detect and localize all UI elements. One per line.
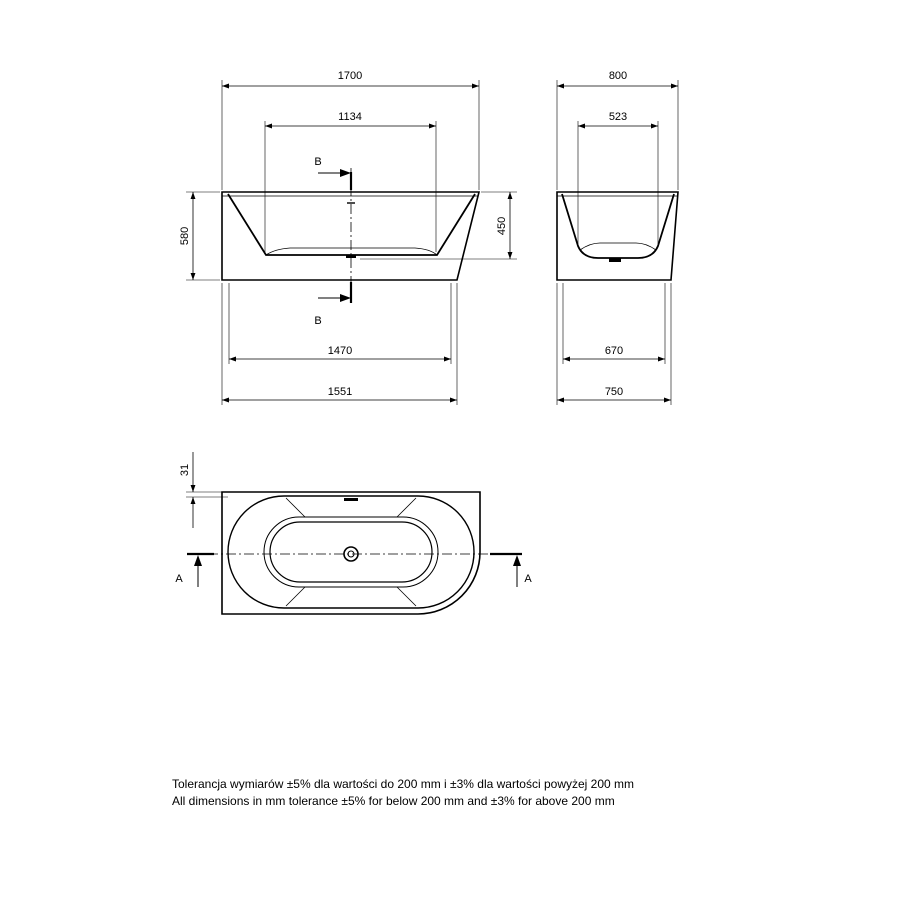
- dim-800-label: 800: [608, 70, 628, 82]
- section-label-a-left: A: [175, 573, 183, 585]
- plan-bowl-bottom: [270, 522, 432, 582]
- side-view: [557, 70, 678, 405]
- section-marker-b-top: [314, 156, 351, 190]
- side-basin: [562, 194, 674, 258]
- dim-1134-label: 1134: [338, 111, 362, 123]
- plan-bowl-slope: [264, 517, 438, 587]
- dim-1700-label: 1700: [337, 70, 363, 82]
- plan-bowl-rim: [228, 496, 474, 608]
- front-tub-outline: [222, 192, 479, 280]
- section-marker-a-right: [490, 554, 532, 587]
- side-drain: [609, 258, 621, 262]
- plan-outline: [222, 492, 480, 614]
- dim-1551-label: 1551: [327, 386, 353, 398]
- dim-31-label: 31: [179, 463, 191, 477]
- section-label-b-bottom: B: [314, 315, 322, 327]
- front-drain: [346, 255, 356, 258]
- dim-670-label: 670: [604, 345, 624, 357]
- side-basin-bottom: [580, 243, 656, 250]
- dim-750-label: 750: [604, 386, 624, 398]
- section-label-a-right: A: [524, 573, 532, 585]
- tolerance-note-pl: Tolerancja wymiarów ±5% dla wartości do 200 mm i ±3% dla wartości powyżej 200 mm: [172, 777, 635, 791]
- front-basin-bottom: [266, 248, 437, 255]
- dim-523-label: 523: [608, 111, 628, 123]
- plan-view: [175, 452, 532, 614]
- dim-580-label: 580: [179, 226, 191, 246]
- plan-overflow: [344, 498, 358, 501]
- section-label-b-top: B: [314, 156, 322, 168]
- section-marker-a-left: [175, 554, 214, 587]
- plan-facet-lines: [286, 498, 416, 606]
- dim-1470-label: 1470: [327, 345, 353, 357]
- tolerance-notes: [172, 776, 634, 810]
- dim-450-label: 450: [496, 216, 508, 236]
- front-view: [179, 70, 517, 405]
- tolerance-note-en: All dimensions in mm tolerance ±5% for below 200 mm and ±3% for above 200 mm: [172, 794, 615, 808]
- section-marker-b-bottom: [314, 282, 351, 327]
